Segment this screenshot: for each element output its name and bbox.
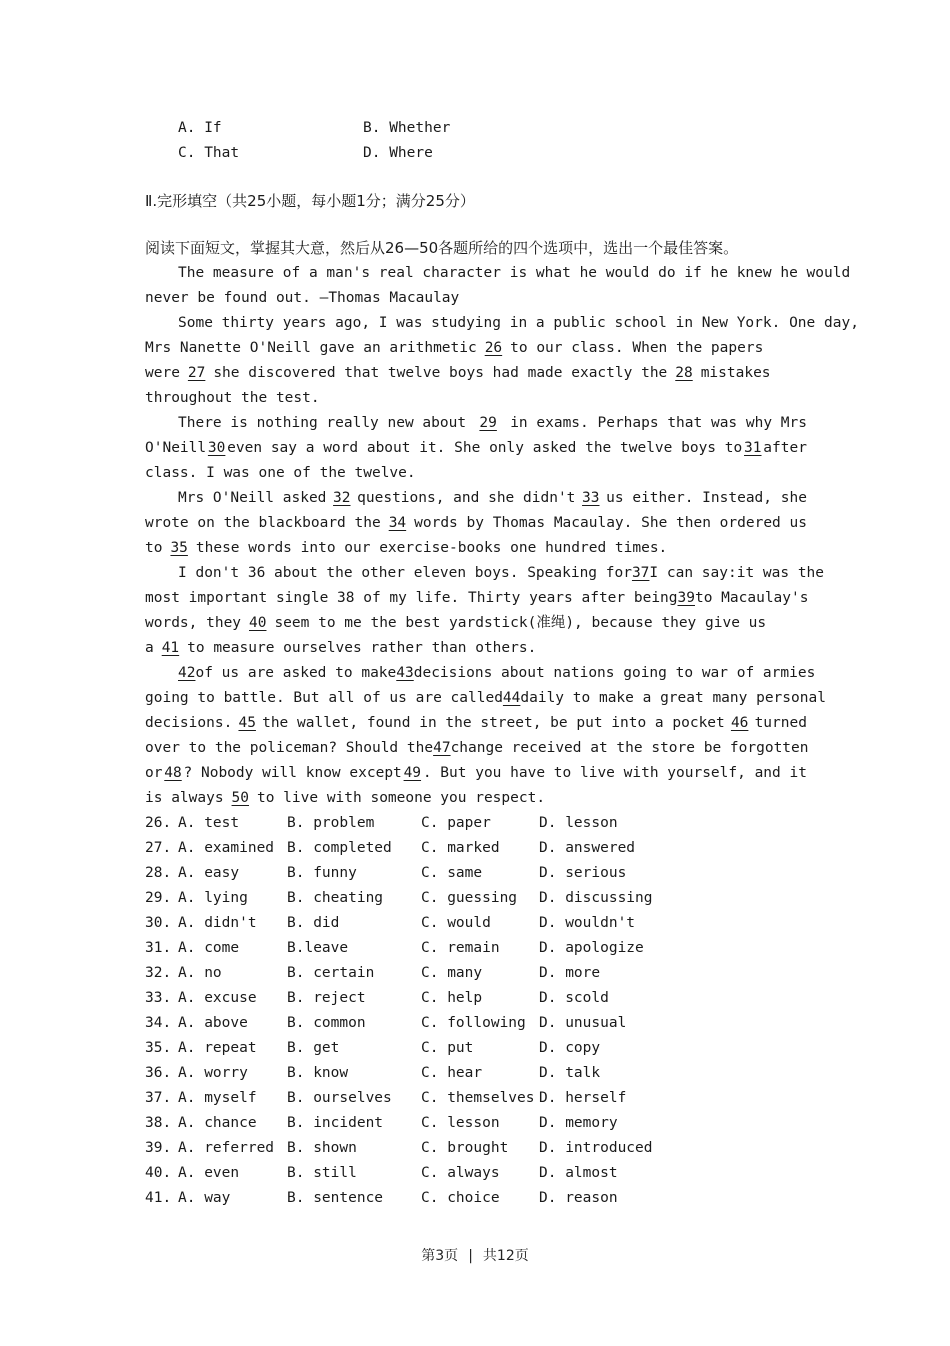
passage-text: these words into our exercise-books one hundred times.: [195, 540, 668, 556]
passage-text: us either. Instead, she: [606, 490, 807, 506]
blank-number: 49: [403, 765, 422, 781]
choice-b: B. reject: [287, 990, 366, 1006]
blank-number: 37: [631, 565, 650, 581]
passage-line: [145, 486, 807, 511]
passage-text: of us are asked to make: [195, 665, 397, 681]
blank-number: 44: [502, 690, 521, 706]
question-number: 31.: [145, 940, 172, 956]
choice-c: C. marked: [421, 840, 500, 856]
choice-a: A. didn't: [178, 915, 257, 931]
choice-a: A. even: [178, 1165, 240, 1181]
choice-a: A. examined: [178, 840, 275, 856]
choice-b: B. ourselves: [287, 1090, 392, 1106]
choice-d: D. unusual: [539, 1015, 627, 1031]
question-number: 41.: [145, 1190, 172, 1206]
question-row: [145, 1036, 705, 1061]
passage-text: after: [763, 440, 807, 456]
question-row: [145, 961, 705, 986]
choice-b: B. get: [287, 1040, 340, 1056]
question-row: [145, 811, 705, 836]
question-row: [145, 1161, 705, 1186]
question-number: 38.: [145, 1115, 172, 1131]
choice-b: B. did: [287, 915, 340, 931]
passage-text: to: [145, 540, 163, 556]
option-c: C. That: [178, 145, 240, 161]
choice-d: D. wouldn't: [539, 915, 636, 931]
blank-number: 42: [178, 665, 196, 681]
choice-d: D. serious: [539, 865, 627, 881]
choice-b: B.leave: [287, 940, 349, 956]
passage-text: a: [145, 640, 154, 656]
choice-a: A. myself: [178, 1090, 257, 1106]
passage-line: [145, 636, 807, 661]
passage-text: mistakes: [700, 365, 771, 381]
passage-text: class. I was one of the twelve.: [145, 465, 416, 481]
question-row: [145, 986, 705, 1011]
passage-line: [145, 511, 807, 536]
choice-c: C. guessing: [421, 890, 518, 906]
blank-number: 26: [484, 340, 503, 356]
choice-c: C. themselves: [421, 1090, 535, 1106]
choice-a: A. way: [178, 1190, 231, 1206]
question-number: 26.: [145, 815, 172, 831]
choice-c: C. choice: [421, 1190, 500, 1206]
choice-a: A. referred: [178, 1140, 275, 1156]
question-number: 29.: [145, 890, 172, 906]
passage-line: [145, 536, 807, 561]
passage-text: . But you have to live with yourself, and it: [422, 765, 807, 781]
choice-d: D. memory: [539, 1115, 618, 1131]
blank-number: 34: [388, 515, 407, 531]
choice-b: B. shown: [287, 1140, 357, 1156]
question-row: [145, 911, 705, 936]
blank-number: 30: [207, 440, 226, 456]
choice-c: C. same: [421, 865, 483, 881]
choice-a: A. worry: [178, 1065, 248, 1081]
blank-number: 41: [161, 640, 180, 656]
blank-number: 45: [238, 715, 256, 731]
choice-b: B. know: [287, 1065, 349, 1081]
choice-b: B. still: [287, 1165, 357, 1181]
question-number: 39.: [145, 1140, 172, 1156]
choice-b: B. cheating: [287, 890, 384, 906]
passage-text: even say a word about it. She only asked the twelve boys to: [227, 440, 743, 456]
question-row: [145, 836, 705, 861]
choice-d: D. discussing: [539, 890, 653, 906]
blank-number: 31: [744, 440, 762, 456]
section-heading: Ⅱ.完形填空（共25小题，每小题1分；满分25分）: [145, 192, 475, 210]
question-number: 28.: [145, 865, 172, 881]
cloze-passage: [145, 236, 859, 811]
passage-text: There is nothing really new about: [178, 415, 467, 431]
question-row: [145, 861, 705, 886]
passage-text: throughout the test.: [145, 390, 320, 406]
passage-text: I can say:it was the: [649, 565, 825, 581]
option-b: B. Whether: [363, 120, 451, 136]
passage-text: Mrs Nanette O'Neill gave an arithmetic: [145, 340, 477, 356]
question-row: [145, 1136, 705, 1161]
passage-line: [145, 761, 807, 786]
choice-d: D. scold: [539, 990, 609, 1006]
passage-line: [145, 686, 826, 711]
choice-a: A. come: [178, 940, 240, 956]
question-number: 32.: [145, 965, 172, 981]
passage-body: [145, 261, 859, 811]
choice-b: B. incident: [287, 1115, 384, 1131]
blank-number: 46: [730, 715, 749, 731]
passage-text: daily to make a great many personal: [520, 690, 826, 706]
question-row: [145, 886, 705, 911]
choice-c: C. many: [421, 965, 483, 981]
choice-c: C. help: [421, 990, 483, 1006]
choice-c: C. remain: [421, 940, 500, 956]
question-number: 27.: [145, 840, 172, 856]
choice-b: B. sentence: [287, 1190, 384, 1206]
passage-text: decisions.: [145, 715, 233, 731]
choice-a: A. lying: [178, 890, 248, 906]
choice-c: C. put: [421, 1040, 474, 1056]
passage-text: words, they: [145, 615, 242, 631]
choice-b: B. certain: [287, 965, 375, 981]
passage-text: to our class. When the papers: [510, 340, 764, 356]
passage-text: decisions about nations going to war of armies: [413, 665, 816, 681]
blank-number: 29: [479, 415, 497, 431]
choice-b: B. funny: [287, 865, 357, 881]
question-row: [145, 1061, 705, 1086]
passage-line: [145, 461, 807, 486]
question-row: [145, 1186, 705, 1211]
blank-number: 50: [231, 790, 250, 806]
choice-c: C. lesson: [421, 1115, 500, 1131]
choice-d: D. herself: [539, 1090, 627, 1106]
passage-line: [145, 786, 807, 811]
passage-text: Some thirty years ago, I was studying in a public school in New York. One day,: [178, 315, 859, 331]
passage-text: words by Thomas Macaulay. She then ordered us: [414, 515, 807, 531]
choice-c: C. brought: [421, 1140, 509, 1156]
question-number: 35.: [145, 1040, 172, 1056]
page-total: 共12页: [482, 1248, 529, 1264]
passage-text: is always: [145, 790, 224, 806]
choice-b: B. common: [287, 1015, 366, 1031]
question-number: 34.: [145, 1015, 172, 1031]
choice-c: C. would: [421, 915, 491, 931]
passage-line: [145, 311, 859, 336]
choice-c: C. following: [421, 1015, 526, 1031]
choice-d: D. copy: [539, 1040, 601, 1056]
choice-d: D. talk: [539, 1065, 601, 1081]
choice-a: A. easy: [178, 865, 240, 881]
passage-line: [145, 561, 825, 586]
blank-number: 32: [333, 490, 351, 506]
passage-text: the wallet, found in the street, be put into a pocket: [262, 715, 725, 731]
choice-a: A. chance: [178, 1115, 257, 1131]
choice-d: D. apologize: [539, 940, 644, 956]
blank-number: 27: [187, 365, 206, 381]
question-number: 33.: [145, 990, 172, 1006]
passage-line: [145, 436, 807, 461]
passage-text: The measure of a man's real character is what he would do if he knew he would: [178, 265, 851, 281]
question-options-list: [145, 811, 705, 1211]
question-row: [145, 1011, 705, 1036]
blank-number: 48: [164, 765, 182, 781]
option-d: D. Where: [363, 145, 433, 161]
choice-a: A. test: [178, 815, 240, 831]
choice-d: D. lesson: [539, 815, 618, 831]
passage-text: seem to me the best yardstick(准绳), because they give us: [274, 615, 767, 631]
choice-d: D. almost: [539, 1165, 618, 1181]
passage-line: [145, 661, 816, 686]
choice-a: A. repeat: [178, 1040, 257, 1056]
instruction: 阅读下面短文，掌握其大意，然后从26—50各题所给的四个选项中，选出一个最佳答案。: [145, 239, 739, 257]
passage-text: or: [145, 765, 163, 781]
page-number: 第3页: [421, 1248, 459, 1264]
passage-text: going to battle. But all of us are called: [145, 690, 503, 706]
page-footer: [0, 1245, 950, 1265]
choice-b: B. completed: [287, 840, 392, 856]
passage-text: ? Nobody will know except: [183, 765, 402, 781]
passage-text: in exams. Perhaps that was why Mrs: [510, 415, 807, 431]
question-row: [145, 1111, 705, 1136]
question-number: 36.: [145, 1065, 172, 1081]
choice-d: D. more: [539, 965, 601, 981]
blank-number: 35: [170, 540, 188, 556]
option-a: A. If: [178, 120, 222, 136]
choice-a: A. no: [178, 965, 222, 981]
choice-c: C. hear: [421, 1065, 483, 1081]
passage-text: never be found out. —Thomas Macaulay: [145, 290, 460, 306]
passage-text: Mrs O'Neill asked: [178, 490, 327, 506]
blank-number: 43: [396, 665, 414, 681]
passage-text: she discovered that twelve boys had made exactly the: [213, 365, 668, 381]
passage-line: [145, 736, 807, 761]
question-number: 30.: [145, 915, 172, 931]
choice-b: B. problem: [287, 815, 375, 831]
passage-line: [145, 711, 807, 736]
passage-text: questions, and she didn't: [357, 490, 576, 506]
passage-line: [145, 586, 807, 611]
blank-number: 39: [677, 590, 695, 606]
passage-text: wrote on the blackboard the: [145, 515, 381, 531]
passage-line: [145, 386, 807, 411]
passage-text: turned: [754, 715, 807, 731]
choice-c: C. paper: [421, 815, 491, 831]
blank-number: 40: [249, 615, 267, 631]
passage-text: most important single 38 of my life. Thirty years after being: [145, 590, 678, 606]
choice-a: A. above: [178, 1015, 248, 1031]
passage-text: O'Neill: [145, 440, 207, 456]
passage-line: [145, 611, 807, 636]
question-number: 40.: [145, 1165, 172, 1181]
choice-d: D. reason: [539, 1190, 618, 1206]
passage-text: change received at the store be forgotten: [450, 740, 809, 756]
passage-line: [145, 261, 851, 286]
passage-text: to measure ourselves rather than others.: [187, 640, 537, 656]
choice-d: D. introduced: [539, 1140, 653, 1156]
passage-line: [145, 336, 807, 361]
blank-number: 28: [675, 365, 693, 381]
passage-line: [145, 361, 807, 386]
passage-line: [145, 286, 807, 311]
question-number: 37.: [145, 1090, 172, 1106]
passage-text: were: [145, 365, 180, 381]
choice-d: D. answered: [539, 840, 636, 856]
passage-text: over to the policeman? Should the: [145, 740, 434, 756]
passage-text: I don't 36 about the other eleven boys. Speaking for: [178, 565, 632, 581]
question-row: [145, 936, 705, 961]
question-row: [145, 1086, 705, 1111]
blank-number: 33: [582, 490, 600, 506]
choice-c: C. always: [421, 1165, 500, 1181]
passage-text: to Macaulay's: [694, 590, 809, 606]
blank-number: 47: [433, 740, 451, 756]
footer-separator: |: [468, 1248, 473, 1264]
passage-line: [145, 411, 807, 436]
choice-a: A. excuse: [178, 990, 257, 1006]
passage-text: to live with someone you respect.: [256, 790, 546, 806]
